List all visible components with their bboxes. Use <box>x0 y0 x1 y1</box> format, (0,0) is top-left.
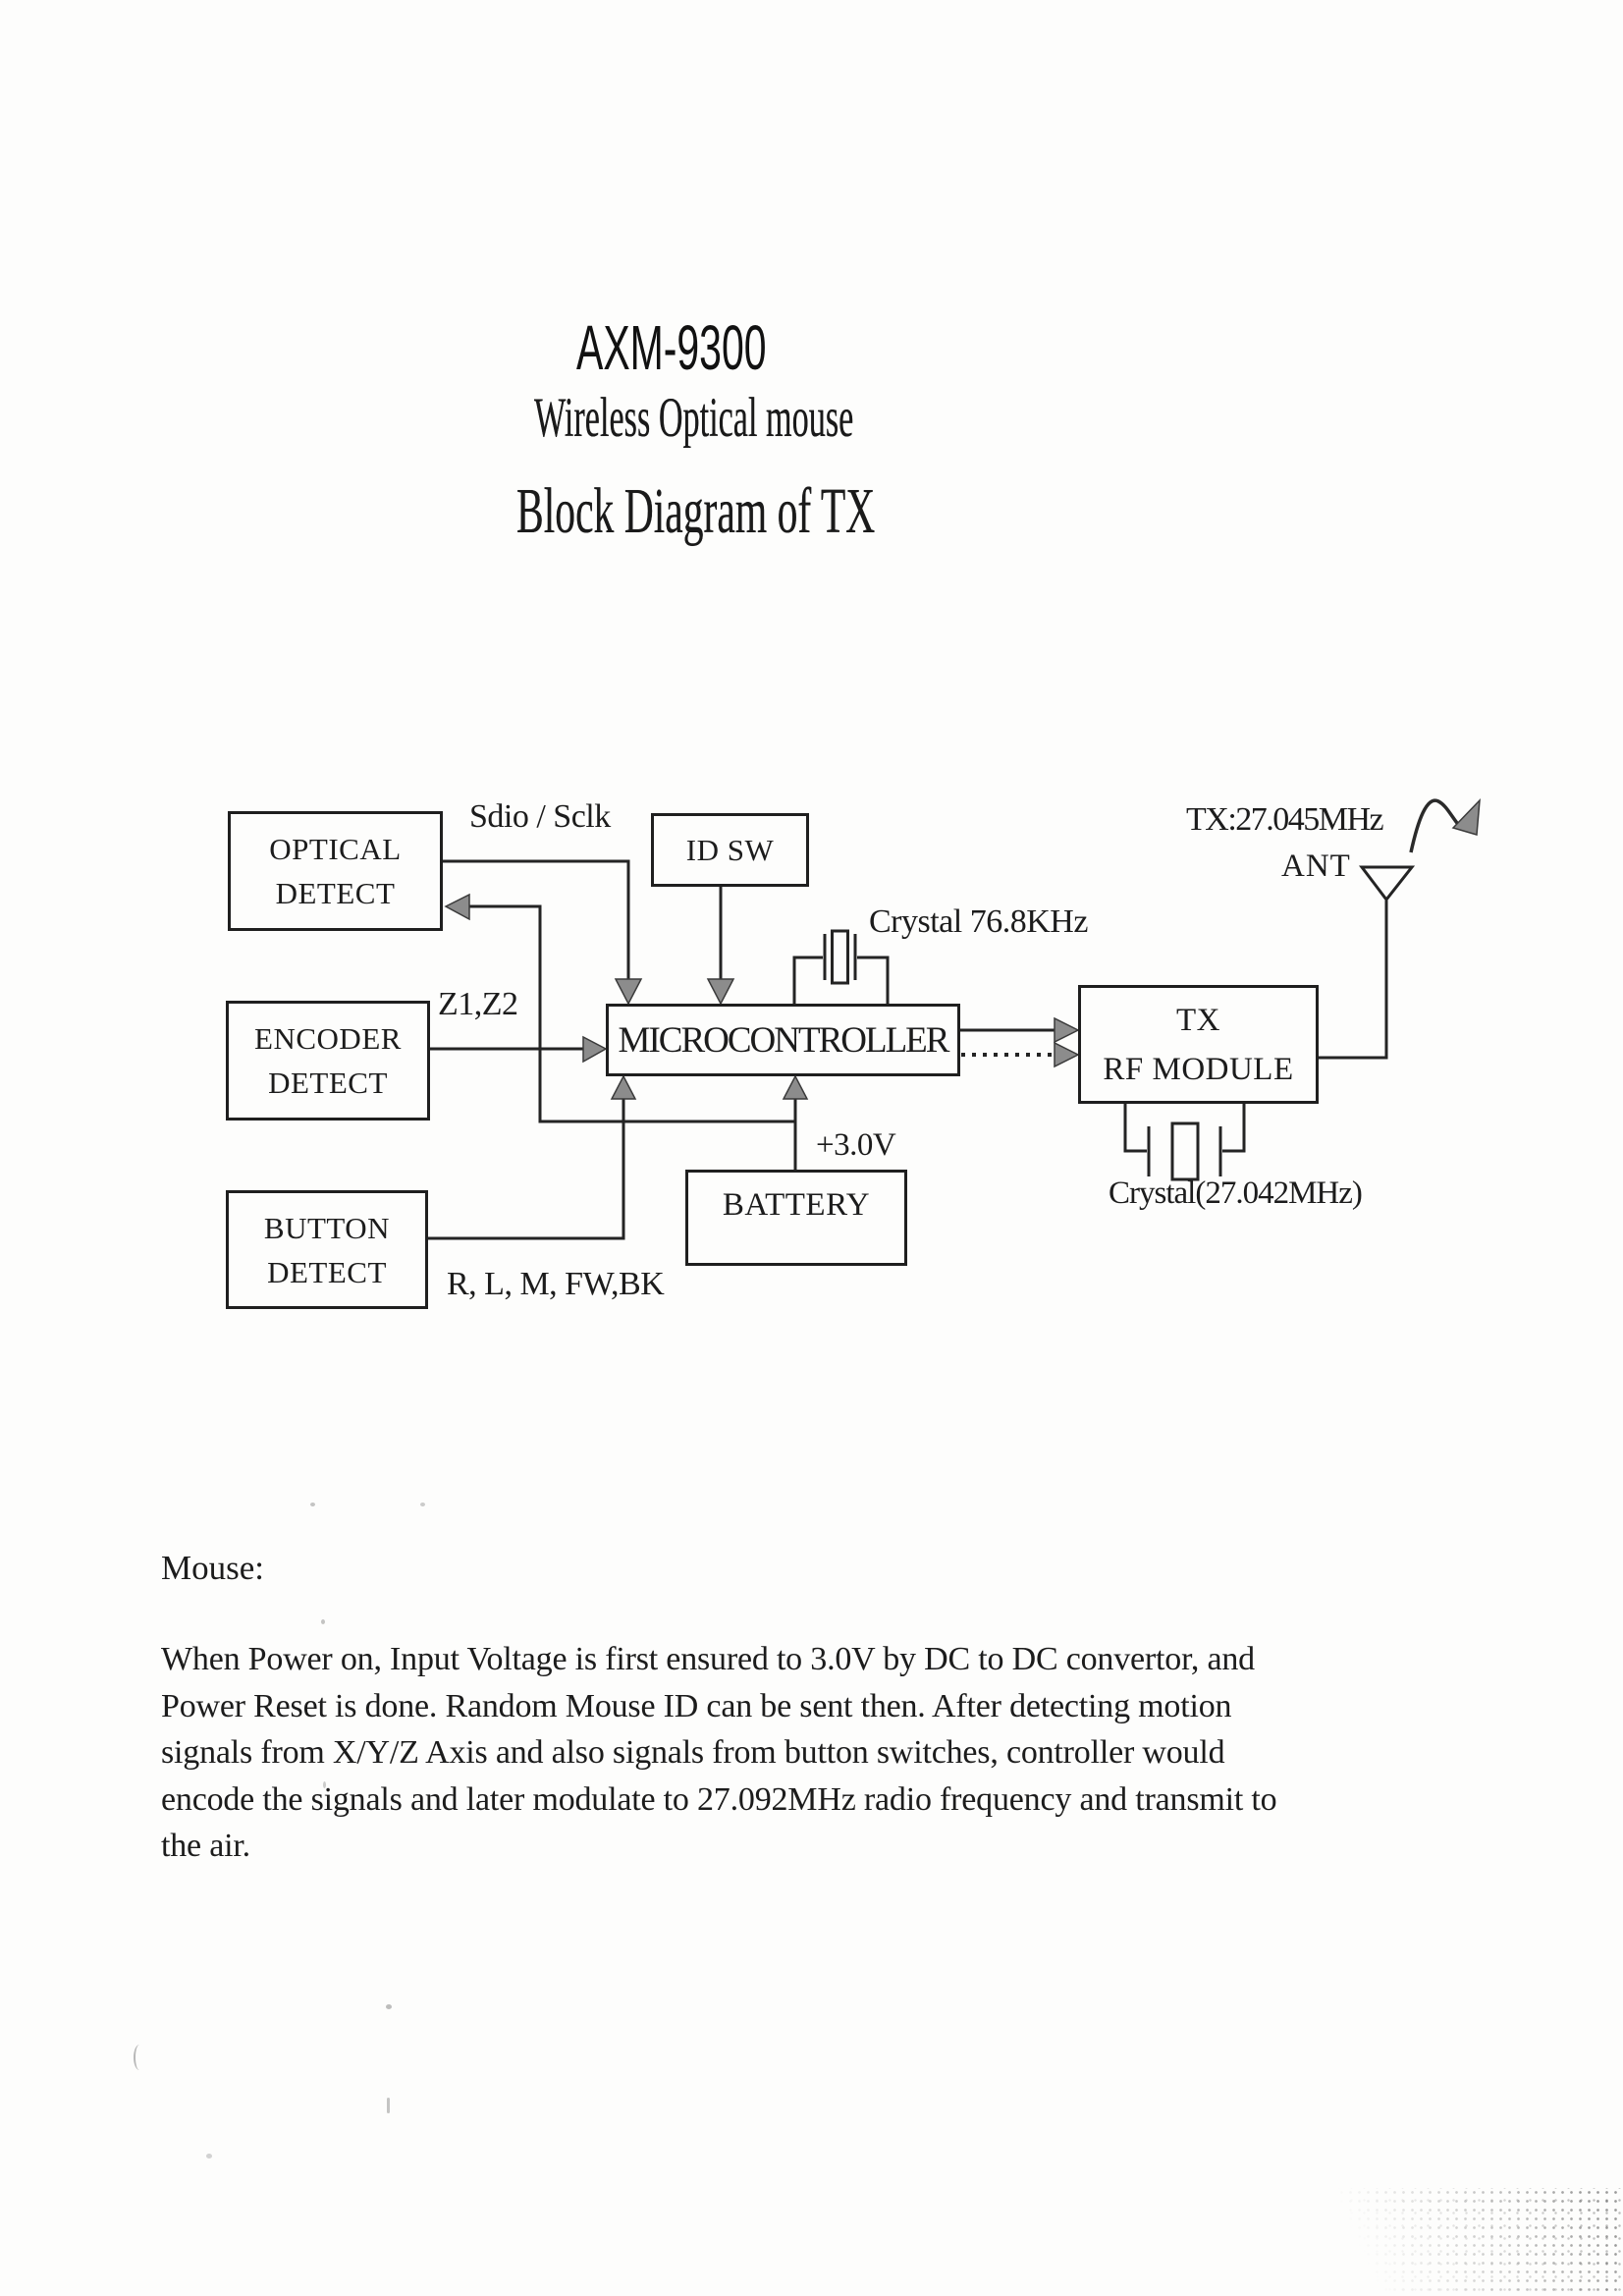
battery-box <box>685 1170 907 1266</box>
button-detect-label-line2: DETECT <box>267 1254 387 1289</box>
wire-sdio-sclk <box>442 861 628 982</box>
tx-crystal-label: Crystal(27.042MHz) <box>1109 1175 1362 1211</box>
optical-detect-label-line2: DETECT <box>275 876 396 910</box>
id-sw-label: ID SW <box>685 833 775 867</box>
tx-frequency-label: TX:27.045MHz <box>1186 801 1383 838</box>
page-heading: Block Diagram of TX <box>516 475 876 547</box>
arrow-right-encoder-icon <box>583 1037 606 1062</box>
microcontroller-box <box>606 1004 960 1076</box>
body-paragraph-line: signals from X/Y/Z Axis and also signals from button switches, controller would <box>161 1734 1225 1772</box>
button-detect-box <box>226 1190 428 1309</box>
body-paragraph-line: Power Reset is done. Random Mouse ID can be sent then. After detecting motion <box>161 1687 1232 1724</box>
body-paragraph-line: the air. <box>161 1828 250 1865</box>
tx-rf-label-line1: TX <box>1176 1002 1220 1038</box>
sdio-sclk-label: Sdio / Sclk <box>469 798 611 835</box>
button-detect-label-line1: BUTTON <box>263 1210 391 1245</box>
microcontroller-label: MICROCONTROLLER <box>618 1019 948 1061</box>
body-paragraph-line: When Power on, Input Voltage is first ensured to 3.0V by DC to DC convertor, and <box>161 1641 1255 1677</box>
body-paragraph <box>161 1641 1276 1875</box>
tx-rf-label-line2: RF MODULE <box>1103 1051 1294 1087</box>
scan-speck <box>206 2154 212 2159</box>
optical-detect-box <box>228 811 443 931</box>
scan-speck <box>387 2098 390 2113</box>
tx-crystal-icon <box>1125 1103 1244 1179</box>
encoder-detect-label-line2: DETECT <box>268 1066 388 1100</box>
encoder-detect-box <box>226 1001 430 1121</box>
arrow-up-battery-icon <box>784 1076 807 1099</box>
arrow-left-optical-icon <box>446 895 469 919</box>
page-title: AXM-9300 <box>576 312 767 383</box>
ant-label: ANT <box>1281 848 1351 884</box>
wire-button-to-mcu <box>427 1098 625 1240</box>
battery-label: BATTERY <box>722 1186 871 1223</box>
arrow-right-tx-dotted-icon <box>1055 1043 1078 1066</box>
scan-speck <box>386 2004 392 2009</box>
mcu-crystal-icon <box>794 931 888 1005</box>
battery-voltage-label: +3.0V <box>816 1127 896 1163</box>
scan-speck <box>321 1619 325 1624</box>
id-sw-box <box>651 813 809 887</box>
body-heading: Mouse: <box>161 1549 264 1587</box>
antenna-icon <box>1362 867 1412 900</box>
body-paragraph-line: encode the signals and later modulate to 27.092MHz radio frequency and transmit to <box>161 1780 1277 1818</box>
mcu-crystal-label: Crystal 76.8KHz <box>869 903 1088 940</box>
scan-speck <box>323 1781 326 1788</box>
page-subtitle: Wireless Optical mouse <box>534 387 854 449</box>
arrow-up-button-icon <box>612 1076 635 1099</box>
optical-detect-label-line1: OPTICAL <box>269 832 402 866</box>
tx-rf-module-box <box>1078 985 1319 1104</box>
encoder-detect-label-line1: ENCODER <box>254 1021 402 1056</box>
arrow-down-idsw-icon <box>708 979 733 1004</box>
scan-paren-mark <box>134 2045 145 2070</box>
scan-speck <box>310 1503 315 1506</box>
wire-tx-to-antenna <box>1318 901 1386 1060</box>
arrow-right-tx-solid-icon <box>1055 1018 1078 1042</box>
scan-speck <box>420 1503 425 1506</box>
arrow-down-sdio-icon <box>616 979 641 1004</box>
scan-corner-noise <box>1328 2188 1623 2296</box>
z1z2-label: Z1,Z2 <box>438 986 518 1022</box>
signal-squiggle-icon <box>1411 800 1480 852</box>
button-signals-label: R, L, M, FW,BK <box>447 1266 665 1302</box>
